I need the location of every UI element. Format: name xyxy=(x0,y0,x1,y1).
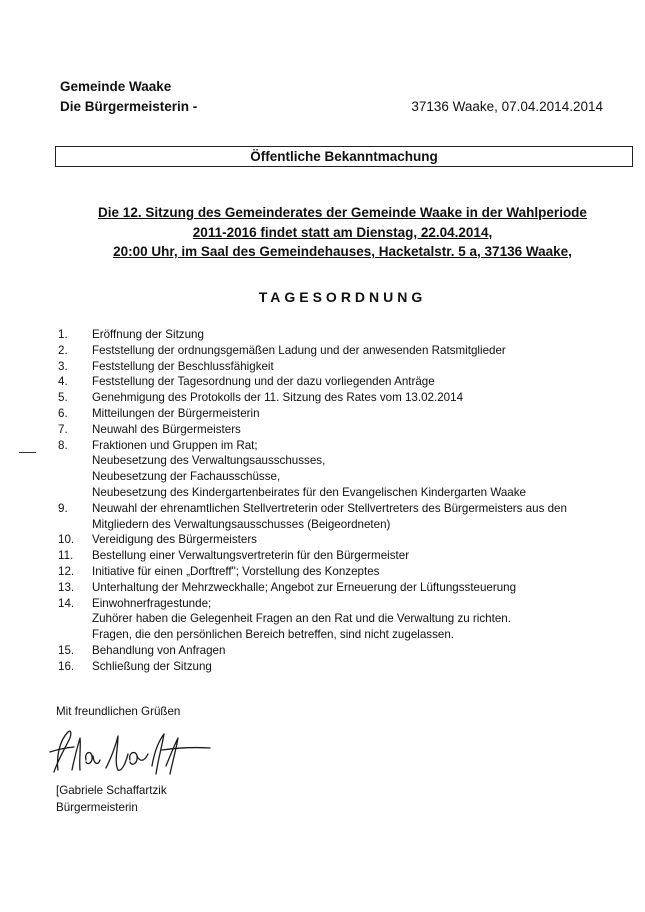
agenda-item xyxy=(58,327,618,343)
place-date: 37136 Waake, 07.04.2014.2014 xyxy=(411,99,603,114)
agenda-item-text xyxy=(92,501,567,533)
agenda-item xyxy=(58,643,618,659)
agenda-item-line: Vereidigung des Bürgermeisters xyxy=(92,533,257,547)
agenda-item-line: Neubesetzung des Kindergartenbeirates für den Evangelischen Kindergarten Waake xyxy=(92,485,526,499)
agenda-item-line: Feststellung der Beschlussfähigkeit xyxy=(92,359,274,373)
closing-greeting: Mit freundlichen Grüßen xyxy=(56,705,181,718)
announcement-line: Die 12. Sitzung des Gemeinderates der Gemeinde Waake in der Wahlperiode xyxy=(98,205,587,220)
agenda-item xyxy=(58,580,618,596)
agenda-item-text xyxy=(92,580,516,596)
agenda-item-number: 7. xyxy=(58,422,68,436)
agenda-item-text xyxy=(92,390,463,406)
agenda-item xyxy=(58,659,618,675)
notice-title: Öffentliche Bekanntmachung xyxy=(55,146,633,167)
agenda-item-text xyxy=(92,327,204,343)
agenda-item-line: Mitteilungen der Bürgermeisterin xyxy=(92,406,260,420)
agenda-item-text xyxy=(92,406,260,422)
agenda-item-number: 13. xyxy=(58,580,75,594)
agenda-item-text xyxy=(92,532,257,548)
agenda-item-line: Neubesetzung der Fachausschüsse, xyxy=(92,470,281,484)
agenda-item-text xyxy=(92,438,526,501)
agenda-item xyxy=(58,390,618,406)
announcement-line: 20:00 Uhr, im Saal des Gemeindehauses, Hacketalstr. 5 a, 37136 Waake, xyxy=(113,244,572,259)
agenda-item xyxy=(58,501,618,533)
signer-title: Bürgermeisterin xyxy=(56,800,138,814)
agenda-item-number: 6. xyxy=(58,406,68,420)
announcement-line: 2011-2016 findet statt am Dienstag, 22.04.2014, xyxy=(192,224,493,240)
agenda-item-text xyxy=(92,643,225,659)
agenda-item-number: 11. xyxy=(58,549,74,563)
agenda-item xyxy=(58,343,618,359)
agenda-item-number: 8. xyxy=(58,438,68,452)
agenda-list xyxy=(58,327,618,675)
agenda-item-line: Feststellung der ordnungsgemäßen Ladung und der anwesenden Ratsmitglieder xyxy=(92,343,506,357)
agenda-item-text xyxy=(92,596,511,643)
agenda-item-text xyxy=(92,374,435,390)
agenda-item-line: Neubesetzung des Verwaltungsausschusses, xyxy=(92,454,326,468)
agenda-item xyxy=(58,359,618,375)
agenda-item-number: 1. xyxy=(58,328,68,341)
agenda-item-number: 14. xyxy=(58,596,75,610)
agenda-item-line: Bestellung einer Verwaltungsvertreterin für den Bürgermeister xyxy=(92,549,410,563)
agenda-item-line: Zuhörer haben die Gelegenheit Fragen an den Rat und die Verwaltung zu richten. xyxy=(92,612,511,626)
agenda-item-text xyxy=(92,659,212,675)
organization-block xyxy=(60,77,197,117)
agenda-item-number: 2. xyxy=(58,343,68,357)
agenda-item xyxy=(58,374,618,390)
agenda-item-text xyxy=(92,548,409,564)
agenda-item-number: 9. xyxy=(58,501,68,515)
agenda-item xyxy=(58,422,618,438)
agenda-item-line: Einwohnerfragestunde; xyxy=(92,596,212,610)
agenda-item-number: 12. xyxy=(58,564,75,578)
agenda-item-line: Initiative für einen „Dorftreff"; Vorstellung des Konzeptes xyxy=(92,564,380,578)
agenda-item-line: Feststellung der Tagesordnung und der dazu vorliegenden Anträge xyxy=(92,375,435,389)
agenda-item-line: Behandlung von Anfragen xyxy=(92,643,226,657)
agenda-item-text xyxy=(92,359,274,375)
agenda-item-line: Eröffnung der Sitzung xyxy=(92,328,204,341)
agenda-item-line: Mitgliedern des Verwaltungsausschusses (Beigeordneten) xyxy=(92,517,391,531)
agenda-item-number: 3. xyxy=(58,359,68,373)
signer-name: [Gabriele Schaffartzik xyxy=(56,784,167,797)
agenda-item-line: Fragen, die den persönlichen Bereich betreffen, sind nicht zugelassen. xyxy=(92,628,454,642)
signature-image xyxy=(44,726,214,783)
agenda-item-line: Genehmigung des Protokolls der 11. Sitzung des Rates vom 13.02.2014 xyxy=(92,391,464,405)
agenda-item-line: Neuwahl des Bürgermeisters xyxy=(92,422,241,436)
agenda-item-number: 15. xyxy=(58,643,75,657)
agenda-item xyxy=(58,564,618,580)
agenda-item-text xyxy=(92,343,506,359)
agenda-item-line: Unterhaltung der Mehrzweckhalle; Angebot zur Erneuerung der Lüftungssteuerung xyxy=(92,580,517,594)
agenda-item-number: 4. xyxy=(58,375,68,389)
agenda-item-number: 10. xyxy=(58,533,75,547)
agenda-item xyxy=(58,548,618,564)
agenda-title: TAGESORDNUNG xyxy=(258,289,427,305)
agenda-item-text xyxy=(92,422,241,438)
agenda-item xyxy=(58,596,618,643)
agenda-item xyxy=(58,438,618,501)
agenda-item-number: 16. xyxy=(58,659,75,673)
margin-mark xyxy=(19,452,36,453)
agenda-item xyxy=(58,406,618,422)
organization-role: Die Bürgermeisterin - xyxy=(60,99,198,114)
agenda-item-number: 5. xyxy=(58,391,68,405)
agenda-item xyxy=(58,532,618,548)
meeting-announcement xyxy=(40,203,645,262)
agenda-item-line: Schließung der Sitzung xyxy=(92,659,212,673)
agenda-item-line: Fraktionen und Gruppen im Rat; xyxy=(92,438,258,452)
agenda-item-line: Neuwahl der ehrenamtlichen Stellvertreterin oder Stellvertreters des Bürgermeisters aus den xyxy=(92,501,567,515)
signer-block xyxy=(56,783,167,816)
organization-name: Gemeinde Waake xyxy=(60,79,172,94)
agenda-item-text xyxy=(92,564,379,580)
